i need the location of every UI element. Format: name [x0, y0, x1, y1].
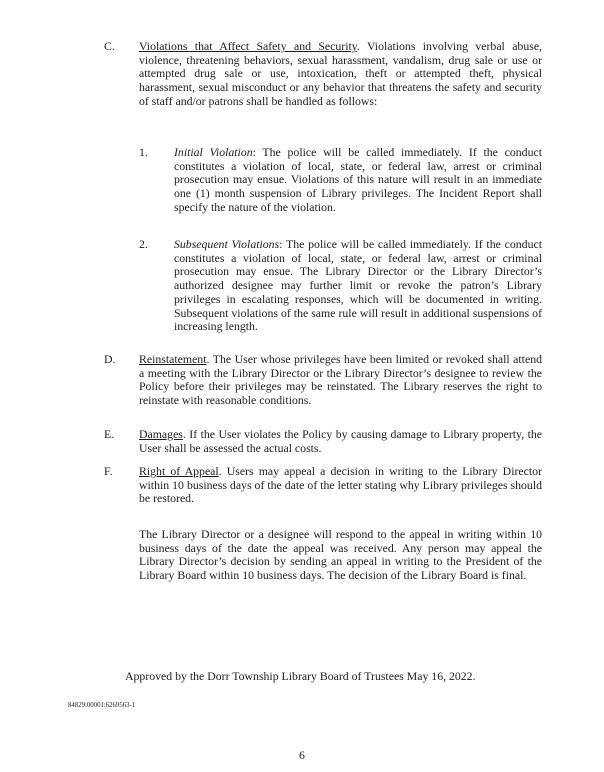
item-1-number: 1.	[139, 145, 148, 159]
section-e-heading: Damages	[139, 427, 183, 441]
section-c-heading: Violations that Affect Safety and Security	[139, 39, 357, 53]
section-d-heading: Reinstatement	[139, 352, 207, 366]
section-d-body: . The User whose privileges have been limited or revoked shall attend a meeting with the Library Director or the Library Director’s designee to review the Policy before their privileges may be reinstated. The Library reserves the right to reinstate with reasonable conditions.	[139, 352, 542, 408]
item-2-number: 2.	[139, 237, 148, 251]
item-1-paragraph	[174, 146, 542, 215]
section-f-label: F.	[104, 464, 113, 478]
section-f-body: . Users may appeal a decision in writing to the Library Director within 10 business days of the date of the letter stating why Library privileges should be restored.	[139, 464, 542, 506]
section-c-body: . Violations involving verbal abuse, violence, threatening behaviors, sexual harassment, vandalism, drug sale or use or attempted drug sale or use, intoxication, theft or attempted theft, physical harassment, sexual misconduct or any behavior that threatens the safety and security of staff and/or patrons shall be handled as follows:	[139, 39, 542, 108]
section-f-paragraph	[139, 465, 542, 506]
item-1-heading: Initial Violation	[174, 145, 253, 159]
section-e-body: . If the User violates the Policy by causing damage to Library property, the User shall be assessed the actual costs.	[139, 427, 542, 455]
item-2-body: : The police will be called immediately. If the conduct constitutes a violation of local, state, or federal law, arrest or criminal prosecution may ensue. The Library Director or the Library Director’s authorized designee may further limit or revoke the patron’s Library privileges in escalating responses, which will be documented in writing. Subsequent violations of the same rule will result in additional suspensions of increasing length.	[174, 237, 542, 334]
item-2-heading: Subsequent Violations	[174, 237, 280, 251]
page-number: 6	[299, 748, 305, 762]
approval-line: Approved by the Dorr Township Library Board of Trustees May 16, 2022.	[125, 669, 476, 683]
section-f-paragraph-2: The Library Director or a designee will respond to the appeal in writing within 10 business days of the date the appeal was received. Any person may appeal the Library Director’s decision by sending an appeal in writing to the President of the Library Board within 10 business days. The decision of the Library Board is final.	[139, 527, 542, 583]
item-1-body: : The police will be called immediately. If the conduct constitutes a violation of local, state, or federal law, arrest or criminal prosecution may ensue. Violations of this nature will result in an immediate one (1) month suspension of Library privileges. The Incident Report shall specify the nature of the violation.	[174, 145, 542, 214]
section-c-label: C.	[104, 39, 115, 53]
section-d-paragraph	[139, 353, 542, 408]
section-f-heading: Right of Appeal	[139, 464, 219, 478]
section-c-paragraph	[139, 40, 542, 109]
section-d-label: D.	[104, 352, 116, 366]
document-control-number: 84829:00001:6269563-1	[68, 702, 136, 709]
item-2-paragraph	[174, 238, 542, 334]
section-e-label: E.	[104, 427, 115, 441]
section-e-paragraph	[139, 428, 542, 455]
